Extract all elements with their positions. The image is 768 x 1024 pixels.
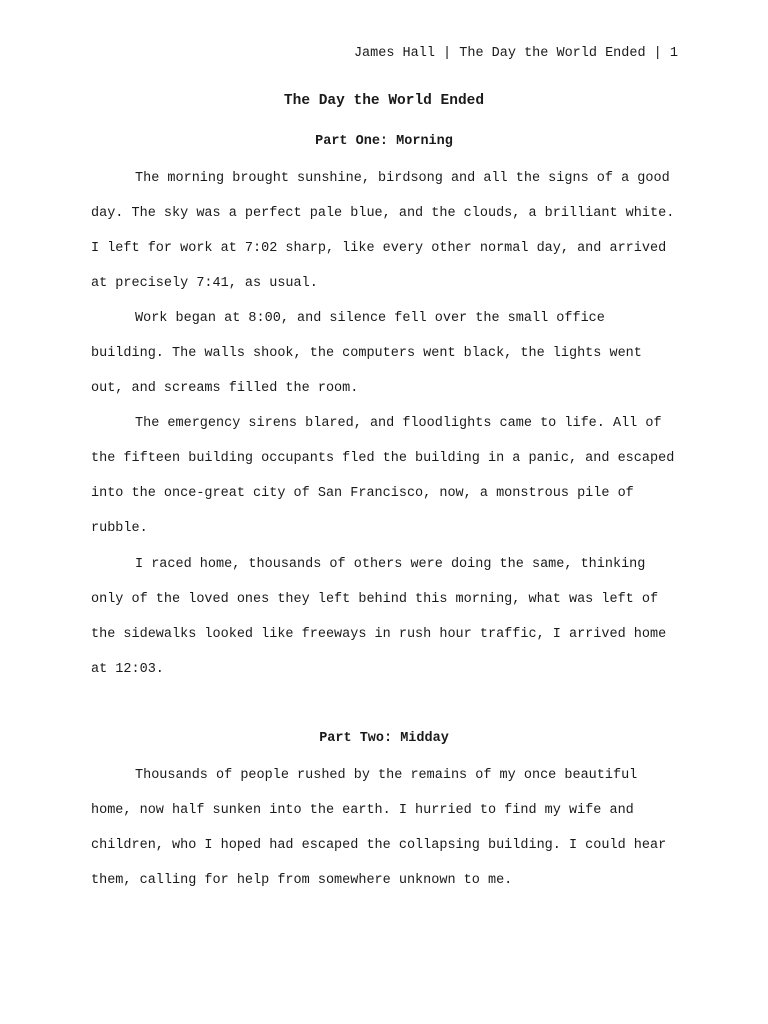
section-heading-part-one: Part One: Morning (315, 134, 453, 149)
paragraph: The emergency sirens blared, and floodlights came to life. All of the fifteen building occupants fled the building in a panic, and escaped into the once-great city of San Francisco, now, a monstrous pile of rubble. (91, 416, 675, 537)
section-heading-part-two: Part Two: Midday (319, 731, 449, 746)
paragraph: Thousands of people rushed by the remains of my once beautiful home, now half sunken into the earth. I hurried to find my wife and children, who I hoped had escaped the collapsing building. I could hear them, calling for help from somewhere unknown to me. (91, 768, 667, 889)
document-title: The Day the World Ended (283, 93, 485, 109)
paragraph: Work began at 8:00, and silence fell over the small office building. The walls shook, the computers went black, the lights went out, and screams filled the room. (91, 311, 642, 397)
running-header: James Hall | The Day the World Ended | 1 (353, 46, 678, 61)
paragraph: I raced home, thousands of others were doing the same, thinking only of the loved ones they left behind this morning, what was left of the sidewalks looked like freeways in rush hour traffic, I arrived home at 12:03. (91, 557, 667, 678)
paragraph: The morning brought sunshine, birdsong and all the signs of a good day. The sky was a perfect pale blue, and the clouds, a brilliant white. I left for work at 7:02 sharp, like every other normal day, and arrived at precisely 7:41, as usual. (91, 171, 675, 292)
